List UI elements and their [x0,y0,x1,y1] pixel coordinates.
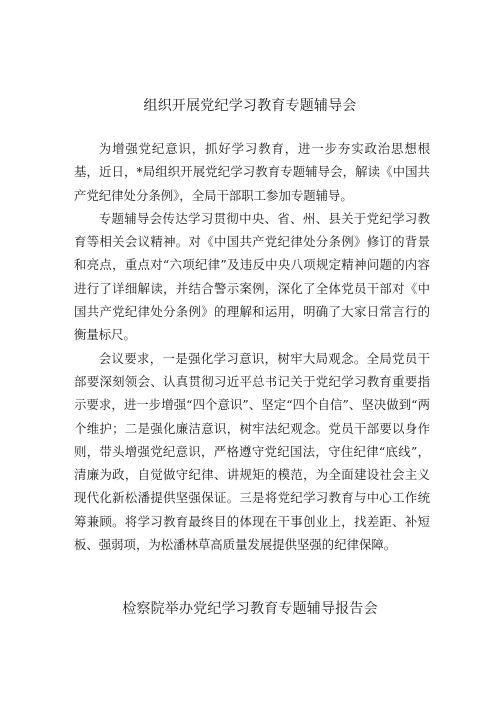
document-title: 组织开展党纪学习教育专题辅导会 [143,98,357,114]
document-body [74,137,430,556]
paragraph-intro: 为增强党纪意识，抓好学习教育，进一步夯实政治思想根基，近日，*局组织开展党纪学习教育专题辅导会，解读《中国共产党纪律处分条例》，全局干部职工参加专题辅导。 [74,141,430,203]
paragraph-requirements: 会议要求，一是强化学习意识，树牢大局观念。全局党员干部要深刻领会、认真贯彻习近平总书记关于党纪学习教育重要指示要求，进一步增强“四个意识”、坚定“四个自信”、坚决做到“两个维护；二是强化廉洁意识，树牢法纪观念。党员干部要以身作则，带头增强党纪意识，严格遵守党纪国法，守住纪律“底线”，清廉为政，自觉做守纪律、讲规矩的模范，为全面建设社会主义现代化新松潘提供坚强保证。三是将党纪学习教育与中心工作统筹兼顾。将学习教育最终目的体现在干事创业上，找差距、补短板、强弱项，为松潘林草高质量发展提供坚强的纪律保障。 [74,350,430,553]
next-article-title: 检察院举办党纪学习教育专题辅导报告会 [122,601,378,617]
paragraph-content: 专题辅导会传达学习贯彻中央、省、州、县关于党纪学习教育等相关会议精神。对《中国共产党纪律处分条例》修订的背景和亮点，重点对“六项纪律”及违反中央八项规定精神问题的内容进行了详细解读，并结合警示案例，深化了全体党员干部对《中国共产党纪律处分条例》的理解和运用，明确了大家日常言行的衡量标尺。 [74,210,430,343]
